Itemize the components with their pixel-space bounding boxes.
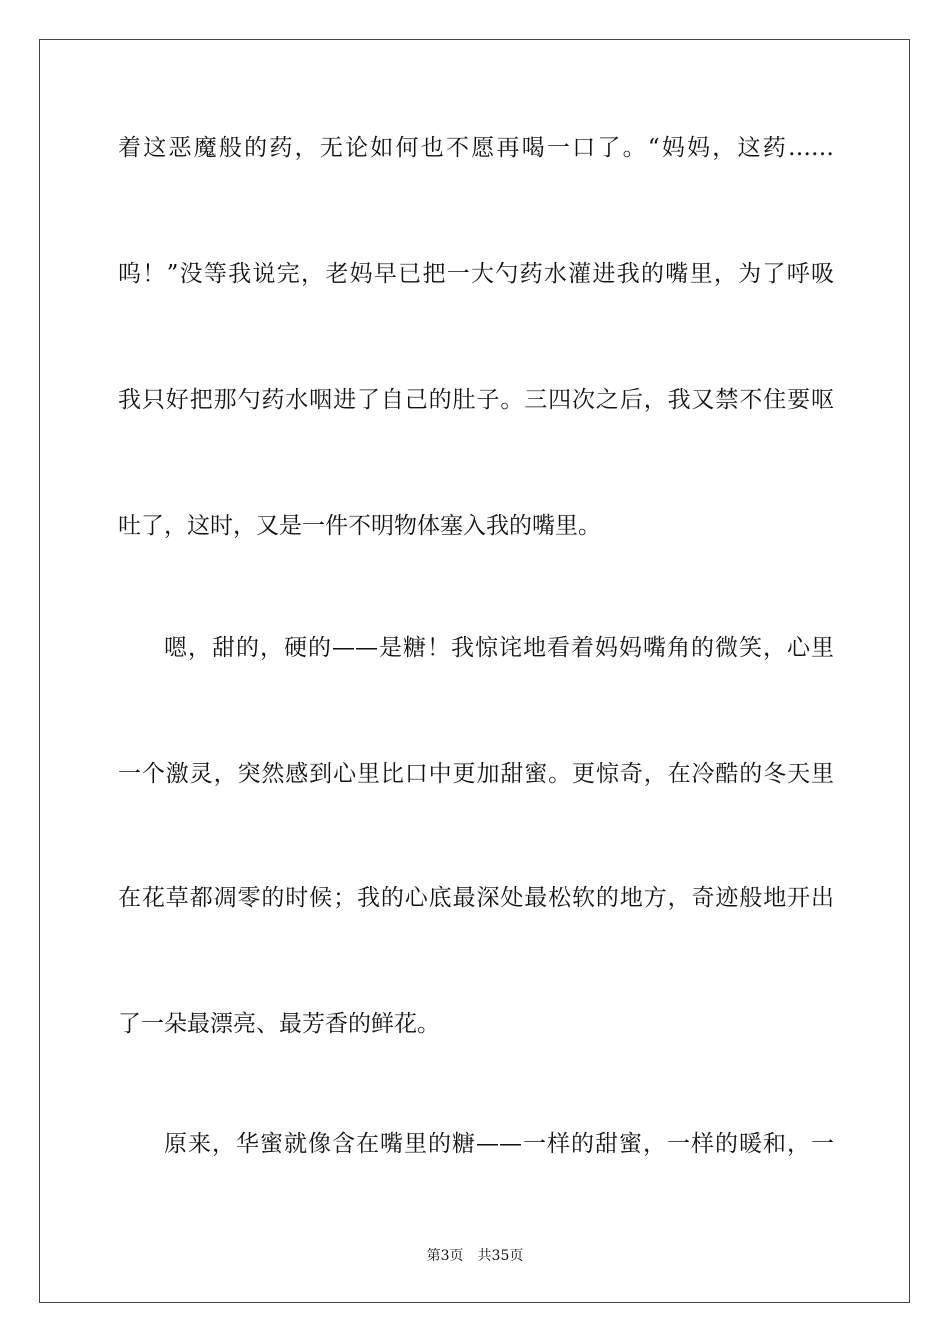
text-line-9: 原来，华蜜就像含在嘴里的糖——一样的甜蜜，一样的暖和，一	[164, 1131, 834, 1157]
page-border	[39, 39, 910, 1303]
text-line-7: 在花草都凋零的时候；我的心底最深处最松软的地方，奇迹般地开出	[118, 885, 834, 911]
text-line-3: 我只好把那勺药水咽进了自己的肚子。三四次之后，我又禁不住要呕	[118, 387, 834, 413]
page-footer	[0, 1247, 950, 1265]
text-line-4: 吐了，这时，又是一件不明物体塞入我的嘴里。	[118, 513, 601, 539]
page-total: 共35页	[477, 1248, 524, 1264]
page-number: 第3页	[426, 1248, 464, 1264]
text-line-2: 呜！”没等我说完，老妈早已把一大勺药水灌进我的嘴里，为了呼吸	[118, 261, 834, 287]
text-line-6: 一个激灵，突然感到心里比口中更加甜蜜。更惊奇，在冷酷的冬天里	[118, 761, 834, 787]
text-line-8: 了一朵最漂亮、最芳香的鲜花。	[118, 1011, 440, 1037]
text-line-1: 着这恶魔般的药，无论如何也不愿再喝一口了。“妈妈，这药……	[118, 135, 834, 161]
text-line-5: 嗯，甜的，硬的——是糖！我惊诧地看着妈妈嘴角的微笑，心里	[164, 635, 834, 661]
